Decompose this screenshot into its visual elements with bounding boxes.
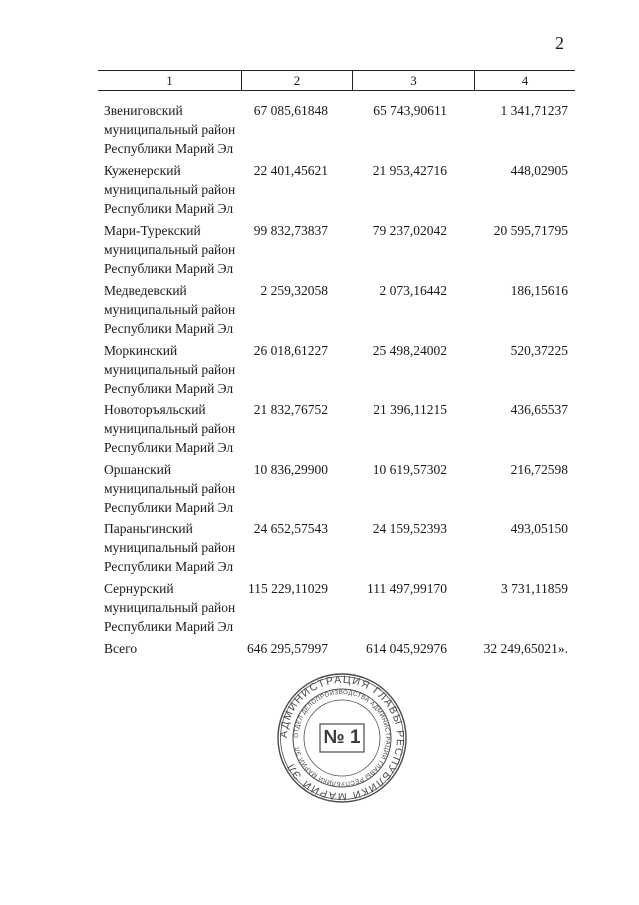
table-header — [98, 70, 575, 91]
total-col2: 646 295,57997 — [247, 641, 328, 656]
value-col2: 2 259,32058 — [260, 283, 328, 298]
value-col3: 79 237,02042 — [372, 223, 447, 238]
table-row — [0, 579, 639, 639]
total-col3: 614 045,92976 — [366, 641, 447, 656]
stamp-inner-text: ОТДЕЛ ДЕЛОПРОИЗВОДСТВА АДМИНИСТРАЦИИ ГЛАВЫ РЕСПУБЛИКИ МАРИЙ ЭЛ — [292, 688, 392, 788]
table-row — [0, 281, 639, 341]
district-name: Параньгинский муниципальный район Республики Марий Эл — [104, 521, 236, 574]
table-row — [0, 400, 639, 460]
value-col3: 25 498,24002 — [372, 343, 447, 358]
district-name: Новоторъяльский муниципальный район Республики Марий Эл — [104, 402, 236, 455]
district-name: Медведевский муниципальный район Республики Марий Эл — [104, 283, 236, 336]
page-number: 2 — [555, 33, 564, 53]
column-header-1: 1 — [166, 73, 173, 88]
table-row — [0, 101, 639, 161]
value-col3: 111 497,99170 — [367, 581, 447, 596]
value-col4: 216,72598 — [510, 462, 568, 477]
district-name: Мари-Турекский муниципальный район Республики Марий Эл — [104, 223, 236, 276]
table-row — [0, 519, 639, 579]
stamp-number: № 1 — [323, 727, 361, 748]
column-header-4: 4 — [521, 73, 529, 88]
value-col4: 186,15616 — [510, 283, 568, 298]
value-col2: 26 018,61227 — [253, 343, 328, 358]
table-row — [0, 460, 639, 520]
value-col3: 21 953,42716 — [372, 163, 447, 178]
value-col4: 448,02905 — [510, 163, 568, 178]
district-name: Куженерский муниципальный район Республики Марий Эл — [104, 163, 236, 216]
value-col4: 20 595,71795 — [493, 223, 568, 238]
value-col4: 493,05150 — [510, 521, 568, 536]
value-col2: 24 652,57543 — [253, 521, 328, 536]
value-col4: 1 341,71237 — [500, 103, 568, 118]
total-col4: 32 249,65021». — [483, 641, 568, 656]
district-name: Сернурский муниципальный район Республики Марий Эл — [104, 581, 236, 634]
value-col3: 65 743,90611 — [373, 103, 447, 118]
value-col2: 67 085,61848 — [253, 103, 328, 118]
value-col3: 10 619,57302 — [372, 462, 447, 477]
district-name: Оршанский муниципальный район Республики Марий Эл — [104, 462, 236, 515]
official-stamp — [276, 672, 408, 804]
value-col2: 99 832,73837 — [253, 223, 328, 238]
value-col2: 21 832,76752 — [253, 402, 328, 417]
stamp-outer-text: АДМИНИСТРАЦИЯ ГЛАВЫ РЕСПУБЛИКИ МАРИЙ ЭЛ — [277, 673, 407, 803]
value-col4: 436,65537 — [510, 402, 568, 417]
value-col4: 520,37225 — [510, 343, 568, 358]
value-col4: 3 731,11859 — [501, 581, 568, 596]
column-header-2: 2 — [293, 73, 301, 88]
table-row — [0, 161, 639, 221]
value-col3: 2 073,16442 — [379, 283, 447, 298]
value-col3: 21 396,11215 — [373, 402, 447, 417]
district-name: Моркинский муниципальный район Республики Марий Эл — [104, 343, 236, 396]
value-col3: 24 159,52393 — [372, 521, 447, 536]
total-label: Всего — [104, 641, 138, 656]
value-col2: 115 229,11029 — [248, 581, 328, 596]
district-name: Звениговский муниципальный район Республики Марий Эл — [104, 103, 236, 156]
value-col2: 22 401,45621 — [253, 163, 328, 178]
column-header-3: 3 — [410, 73, 417, 88]
value-col2: 10 836,29900 — [253, 462, 328, 477]
table-row — [0, 341, 639, 401]
table-row — [0, 221, 639, 281]
